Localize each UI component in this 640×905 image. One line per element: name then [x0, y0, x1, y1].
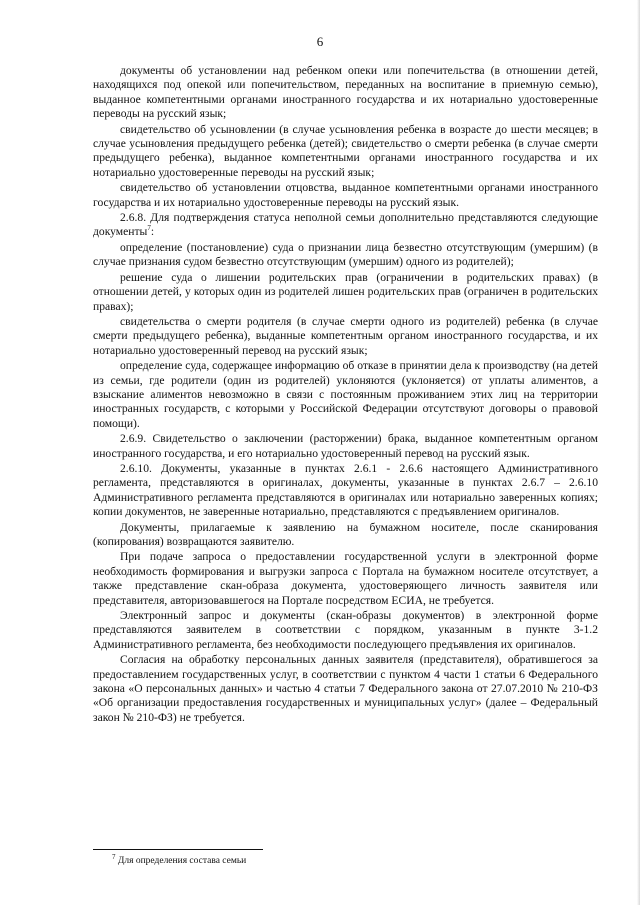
paragraph-missing-person: определение (постановление) суда о признании лица безвестно отсутствующим (умершим) (в случае признания судом безвестно отсутствующим (умершим) одного из родителей);: [93, 240, 598, 269]
paragraph-2-6-8: [93, 211, 598, 240]
paragraph-paternity: свидетельство об установлении отцовства, выданное компетентными органами иностранного государства и их нотариально удостоверенные переводы на русский язык.: [93, 181, 598, 209]
paragraph-consent: Согласия на обработку персональных данных заявителя (представителя), обратившегося за предоставлением государственных услуг, в соответствии с пунктом 4 части 1 статьи 6 Федерального закона «О персональных данных» и частью 4 статьи 7 Федерального закона от 27.07.2010 № 210-ФЗ «Об организации предоставления государственных и муниципальных услуг» (далее – Федеральный закон № 210-ФЗ) не требуется.: [93, 653, 598, 724]
paragraph-2-6-8-text: 2.6.8. Для подтверждения статуса неполной семьи дополнительно представляются следующие документы: [93, 211, 598, 239]
paragraph-electronic-request: При подаче запроса о предоставлении государственной услуги в электронной форме необходимость формирования и выгрузки запроса с Портала на бумажном носителе отсутствует, а также представление скан-образа документа, удостоверяющего личность заявителя или представителя, авторизовавшегося на Портале посредством ЕСИА, не требуется.: [93, 550, 598, 607]
paragraph-parental-rights: решение суда о лишении родительских прав (ограничении в родительских правах) (в отношении детей, у которых один из родителей лишен родительских прав (ограничен в родительских правах);: [93, 270, 598, 313]
paragraph-2-6-8-colon: :: [150, 225, 155, 239]
page-number: 6: [316, 34, 324, 49]
paragraph-court-refusal: определение суда, содержащее информацию об отказе в принятии дела к производству (на детей из семьи, где родители (один из родителей) уклоняются (уклоняется) от уплаты алиментов, а взыскание алиментов невозможно в связи с постоянным проживанием этих лиц на территории иностранных государств, с которыми у Российской Федерации отсутствуют договоры о правовой помощи).: [93, 359, 598, 430]
paragraph-documents-returned: Документы, прилагаемые к заявлению на бумажном носителе, после сканирования (копирования) возвращаются заявителю.: [93, 520, 598, 548]
paragraph-2-6-10: 2.6.10. Документы, указанные в пунктах 2.6.1 - 2.6.6 настоящего Административного регламента, представляются в оригиналах, документы, указанные в пунктах 2.6.7 – 2.6.10 Административного регламента представляются в оригиналах или нотариально заверенных копиях; копии документов, не заверенные нотариально, представляются с предъявлением оригиналов.: [93, 461, 598, 519]
paragraph-guardianship: документы об установлении над ребенком опеки или попечительства (в отношении детей, находящихся под опекой или попечительством, переданных на воспитание в приемную семью), выданное компетентными органами иностранного государства и их нотариально удостоверенные переводы на русский язык;: [93, 64, 598, 121]
paragraph-electronic-documents: Электронный запрос и документы (скан-образы документов) в электронной форме представляются заявителем в соответствии с порядком, указанным в пункте 3-1.2 Административного регламента, без необходимости последующего предъявления их оригиналов.: [93, 609, 598, 651]
paragraph-2-6-9: 2.6.9. Свидетельство о заключении (расторжении) брака, выданное компетентным органом иностранного государства, и его нотариально удостоверенный перевод на русский язык.: [93, 432, 598, 460]
footnote-reference: 7: [147, 224, 151, 233]
footnote-text: Для определения состава семьи: [115, 856, 247, 866]
footnote: [112, 852, 247, 867]
paragraph-death-certificate: свидетельства о смерти родителя (в случае смерти одного из родителей) ребенка (в случае смерти предыдущего ребенка), выданные компетентным органом иностранного государства, и их нотариально удостоверенный перевод на русский язык;: [93, 314, 598, 357]
document-body: [93, 64, 598, 725]
footnote-marker: 7: [112, 852, 116, 861]
footnote-divider: [93, 849, 263, 850]
paragraph-adoption: свидетельство об усыновлении (в случае усыновления ребенка в возрасте до шести месяцев; в случае усыновления предыдущего ребенка (детей); свидетельство о смерти ребенка (в случае смерти предыдущего ребенка), выданное компетентными органами иностранного государства и их нотариально удостоверенные переводы на русский язык;: [93, 122, 598, 179]
